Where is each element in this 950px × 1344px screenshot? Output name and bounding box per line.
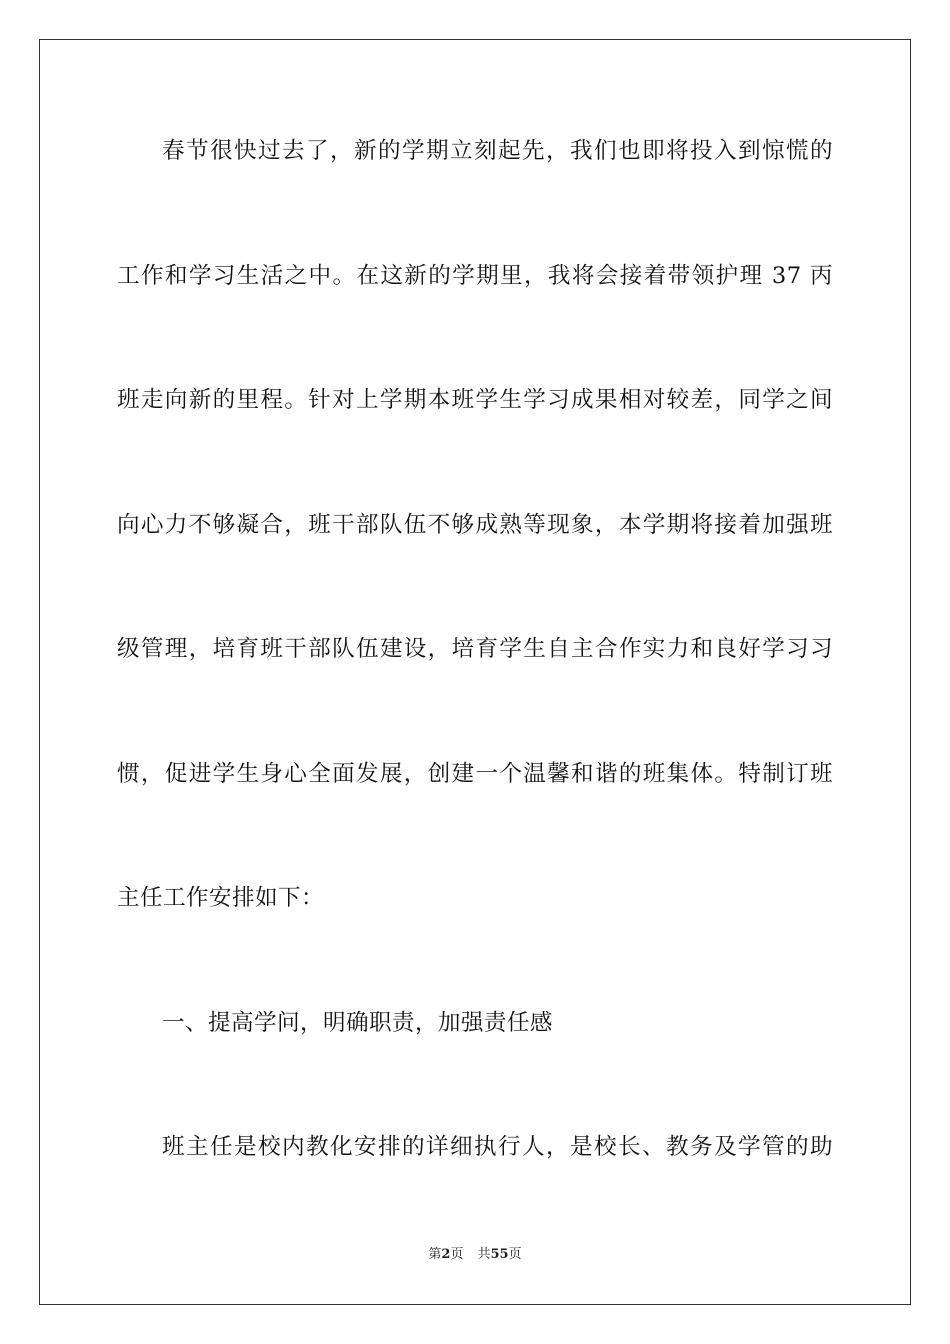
page-total: 55: [490, 1247, 509, 1262]
total-suffix: 页: [508, 1247, 522, 1262]
paragraph-1-line-4: 向心力不够凝合，班干部队伍不够成熟等现象，本学期将接着加强班: [117, 512, 833, 538]
paragraph-2-line-1: 班主任是校内教化安排的详细执行人，是校长、教务及学管的助: [162, 1134, 833, 1160]
paragraph-1-line-2: 工作和学习生活之中。在这新的学期里，我将会接着带领护理 37 丙: [117, 263, 833, 289]
paragraph-1-line-3: 班走向新的里程。针对上学期本班学生学习成果相对较差，同学之间: [117, 387, 833, 413]
section-heading-1: 一、提高学问，明确职责，加强责任感: [162, 1010, 553, 1036]
paragraph-1-line-5: 级管理，培育班干部队伍建设，培育学生自主合作实力和良好学习习: [117, 636, 833, 662]
page-current: 2: [441, 1247, 451, 1262]
page-footer: [0, 1246, 950, 1264]
page-suffix: 页: [450, 1247, 464, 1262]
paragraph-1-line-6: 惯，促进学生身心全面发展，创建一个温馨和谐的班集体。特制订班: [117, 761, 833, 787]
total-prefix: 共: [477, 1247, 491, 1262]
page-border: [39, 39, 911, 1305]
page-prefix: 第: [428, 1247, 442, 1262]
paragraph-1-line-1: 春节很快过去了，新的学期立刻起先，我们也即将投入到惊慌的: [162, 138, 833, 164]
paragraph-1-line-7: 主任工作安排如下：: [117, 885, 324, 911]
